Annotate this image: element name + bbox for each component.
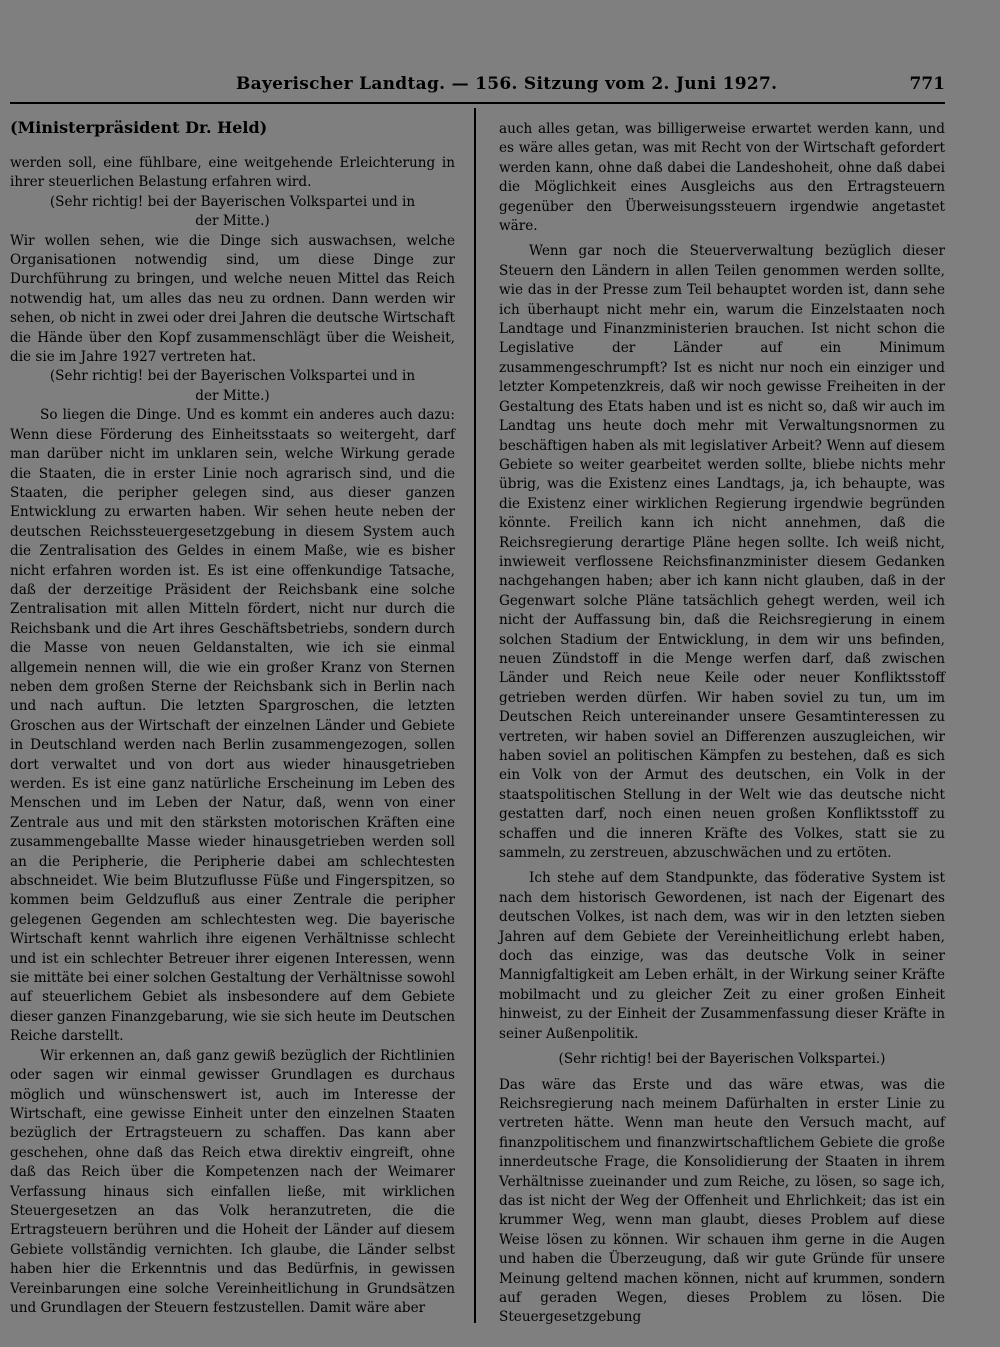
paragraph: So liegen die Dinge. Und es kommt ein anderes auch dazu: Wenn diese Förderung des Einheitsstaats so weitergeht, darf man darüber nicht im unklaren sein, welche Wirkung gerade die Staaten, die in erster Linie noch agrarisch sind, und die Staaten, die peripher gelegen sind, aus dieser ganzen Entwicklung zu erwarten haben. Wir sehen heute neben der deutschen Reichssteuergesetzgebung in diesem System auch die Zentralisation des Geldes in einem Maße, wie es bisher nicht erfahren worden ist. Es ist eine offenkundige Tatsache, daß der derzeitige Präsident der Reichsbank eine solche Zentralisation mit allen Mitteln fördert, nicht nur durch die Reichsbank und die Art ihres Geschäftsbetriebs, sondern durch die Masse von neuen Geldanstalten, wie ich sie einmal allgemein nennen will, die wie ein großer Kranz von Sternen neben dem großen Sterne der Reichsbank sich in Berlin nach und nach auftun. Die letzten Spargroschen, die letzten Groschen aus der Wirtschaft der einzelnen Länder und Gebiete in Deutschland werden nach Berlin zusammengezogen, sollen dort verwaltet und von dort aus wieder hinausgetrieben werden. Es ist eine ganz natürliche Erscheinung im Leben des Menschen und im Leben der Natur, daß, wenn von einer Zentrale aus und mit den stärksten motorischen Kräften eine zusammengeballte Masse wieder hinausgetrieben werden soll an die Peripherie, die Peripherie dabei am schlechtesten abschneidet. Wie beim Blutzuflusse Füße und Fingerspitzen, so kommen beim Geldzufluß aus einer Zentrale die peripher gelegenen Gegenden am schlechtesten weg. Die bayerische Wirtschaft kennt wahrlich ihre eigenen Verhältnisse schlecht und ist ein schlechter Betreuer ihrer eigenen Interessen, wenn sie mittäte bei einer solchen Gestaltung der Verhältnisse sowohl auf steuerlichem Gebiet als insbesondere auf dem Gebiete dieser ganzen Finanzgebarung, wie sie sich heute im Deutschen Reiche darstellt.: [10, 407, 455, 1045]
left-column: [10, 118, 455, 1318]
paragraph: Wenn gar noch die Steuerverwaltung bezüglich dieser Steuern den Ländern in allen Teilen genommen werden sollte, wie das in der Presse zum Teil behauptet worden ist, dann sehe ich überhaupt nicht mehr ein, warum die Einzelstaaten noch Landtage und Finanzministerien brauchen. Ist nicht schon die Legislative der Länder auf ein Minimum zusammengeschrumpft? Ist es nicht nur noch ein einziger und letzter Kompetenzkreis, daß wir noch gewisse Freiheiten in der Gestaltung des Etats haben und ist es nicht so, daß wir auch im Landtag uns heute doch mehr mit Verwaltungsnormen zu beschäftigen haben als mit legislativer Arbeit? Wenn auf diesem Gebiete so weiter gearbeitet werden sollte, bliebe nichts mehr übrig, was die Existenz eines Landtags, ja, ich behaupte, was die Existenz einer wirklichen Regierung irgendwie begründen könnte. Freilich kann ich nicht annehmen, daß die Reichsregierung derartige Pläne hegen sollte. Ich weiß nicht, inwieweit verflossene Reichsfinanzminister diesem Gedanken nachgehangen haben; aber ich kann nicht glauben, daß in der Gegenwart solche Pläne tatsächlich gehegt werden, weil ich nicht der Auffassung bin, daß die Reichsregierung in einem solchen Stadium der Entwicklung, in dem wir uns befinden, neuen Zündstoff in die Menge werfen darf, daß zwischen Länder und Reich neue Keile oder neuer Konfliktsstoff getrieben werden dürfen. Wir haben soviel zu tun, um im Deutschen Reich untereinander unsere Gesamtinteressen zu vertreten, wir haben soviel an Differenzen auszugleichen, wir haben soviel an politischen Kämpfen zu bestehen, daß es sich ein Volk von der Armut des deutschen, ein Volk in der staatspolitischen Stellung in der Welt wie das deutsche nicht gestatten darf, noch einen neuen großen Konfliktsstoff zu schaffen und die inneren Kräfte des Volkes, statt sie zu sammeln, zu zerstreuen, abzuschwächen und zu ertöten.: [499, 243, 945, 862]
paragraph: Ich stehe auf dem Standpunkte, das föderative System ist nach dem historisch Gewordenen, ist nach der Eigenart des deutschen Volkes, ist nach dem, was wir in den letzten sieben Jahren auf dem Gebiete der Vereinheitlichung erlebt haben, doch das einzige, was das deutsche Volk in seiner Mannigfaltigkeit am Leben erhält, in der Wirkung seiner Kräfte mobilmacht und zu gleicher Zeit zu einer großen Einheit hinweist, zu der Einheit der Zusammenfassung dieser Kräfte in seiner Außenpolitik.: [499, 870, 945, 1042]
paragraph: Wir erkennen an, daß ganz gewiß bezüglich der Richtlinien oder sagen wir einmal gewisser Grundlagen es durchaus möglich und wünschenswert ist, auch im Interesse der Wirtschaft, eine gewisse Einheit unter den einzelnen Staaten bezüglich der Ertragsteuern zu schaffen. Das kann aber geschehen, ohne daß das Reich etwa direktiv eingreift, ohne daß das Reich über die Kompetenzen nach der Weimarer Verfassung hinaus sich einfallen ließe, mit wirklichen Steuergesetzen an das Volk heranzutreten, die die Ertragsteuern berühren und die Hoheit der Länder auf diesem Gebiete vollständig vernichten. Ich glaube, die Länder selbst haben hier die Erkenntnis und das Bedürfnis, in gewissen Vereinbarungen eine solche Vereinheitlichung in Grundsätzen und Grundlagen der Steuern festzustellen. Damit wäre aber: [10, 1047, 455, 1316]
page-header: [0, 72, 1000, 102]
paragraph: werden soll, eine fühlbare, eine weitgehende Erleichterung in ihrer steuerlichen Belastung erfahren wird.: [10, 155, 455, 191]
page-number: 771: [909, 74, 945, 94]
interjection: (Sehr richtig! bei der Bayerischen Volkspartei und in der Mitte.): [49, 193, 416, 230]
paragraph: Das wäre das Erste und das wäre etwas, was die Reichsregierung nach meinem Dafürhalten in erster Linie zu vertreten hätte. Wenn man heute den Versuch macht, auf finanzpolitischem und finanzwirtschaftlichem Gebiete die große innerdeutsche Frage, die Konsolidierung der Staaten in ihrem Verhältnisse zueinander und zum Reiche, zu lösen, so sage ich, das ist nicht der Weg der Offenheit und Ehrlichkeit; das ist ein krummer Weg, wenn man glaubt, dieses Problem auf diese Weise lösen zu können. Wir schauen ihm gerne in die Augen und haben die Überzeugung, daß wir gute Gründe für unsere Meinung geltend machen können, nicht auf krummen, sondern auf geraden Wegen, dieses Problem zu lösen. Die Steuergesetzgebung: [499, 1076, 945, 1326]
speaker-label: (Ministerpräsident Dr. Held): [10, 118, 268, 137]
interjection: (Sehr richtig! bei der Bayerischen Volkspartei.): [558, 1051, 886, 1068]
right-column: [499, 120, 945, 1328]
paragraph: Wir wollen sehen, wie die Dinge sich auswachsen, welche Organisationen notwendig sind, um diese Dinge zur Durchführung zu bringen, und welche neuen Mittel das Reich notwendig hat, um alles das neu zu ordnen. Dann werden wir sehen, ob nicht in zwei oder drei Jahren die deutsche Wirtschaft die Hände über den Kopf zusammenschlägt über die Weisheit, die sie im Jahre 1927 vertreten hat.: [10, 232, 455, 366]
interjection: (Sehr richtig! bei der Bayerischen Volkspartei und in der Mitte.): [49, 368, 416, 404]
running-head: Bayerischer Landtag. — 156. Sitzung vom 2. Juni 1927.: [236, 74, 778, 94]
header-rule: [10, 102, 945, 104]
paragraph: auch alles getan, was billigerweise erwartet werden kann, und es wäre alles getan, was mit Recht von der Wirtschaft gefordert werden kann, ohne daß dabei die Landeshoheit, ohne daß dabei die Möglichkeit eines Ausgleichs aus den Ertragsteuern gegenüber den Überweisungssteuern irgendwie angetastet wäre.: [499, 121, 945, 235]
column-divider: [474, 108, 476, 1323]
